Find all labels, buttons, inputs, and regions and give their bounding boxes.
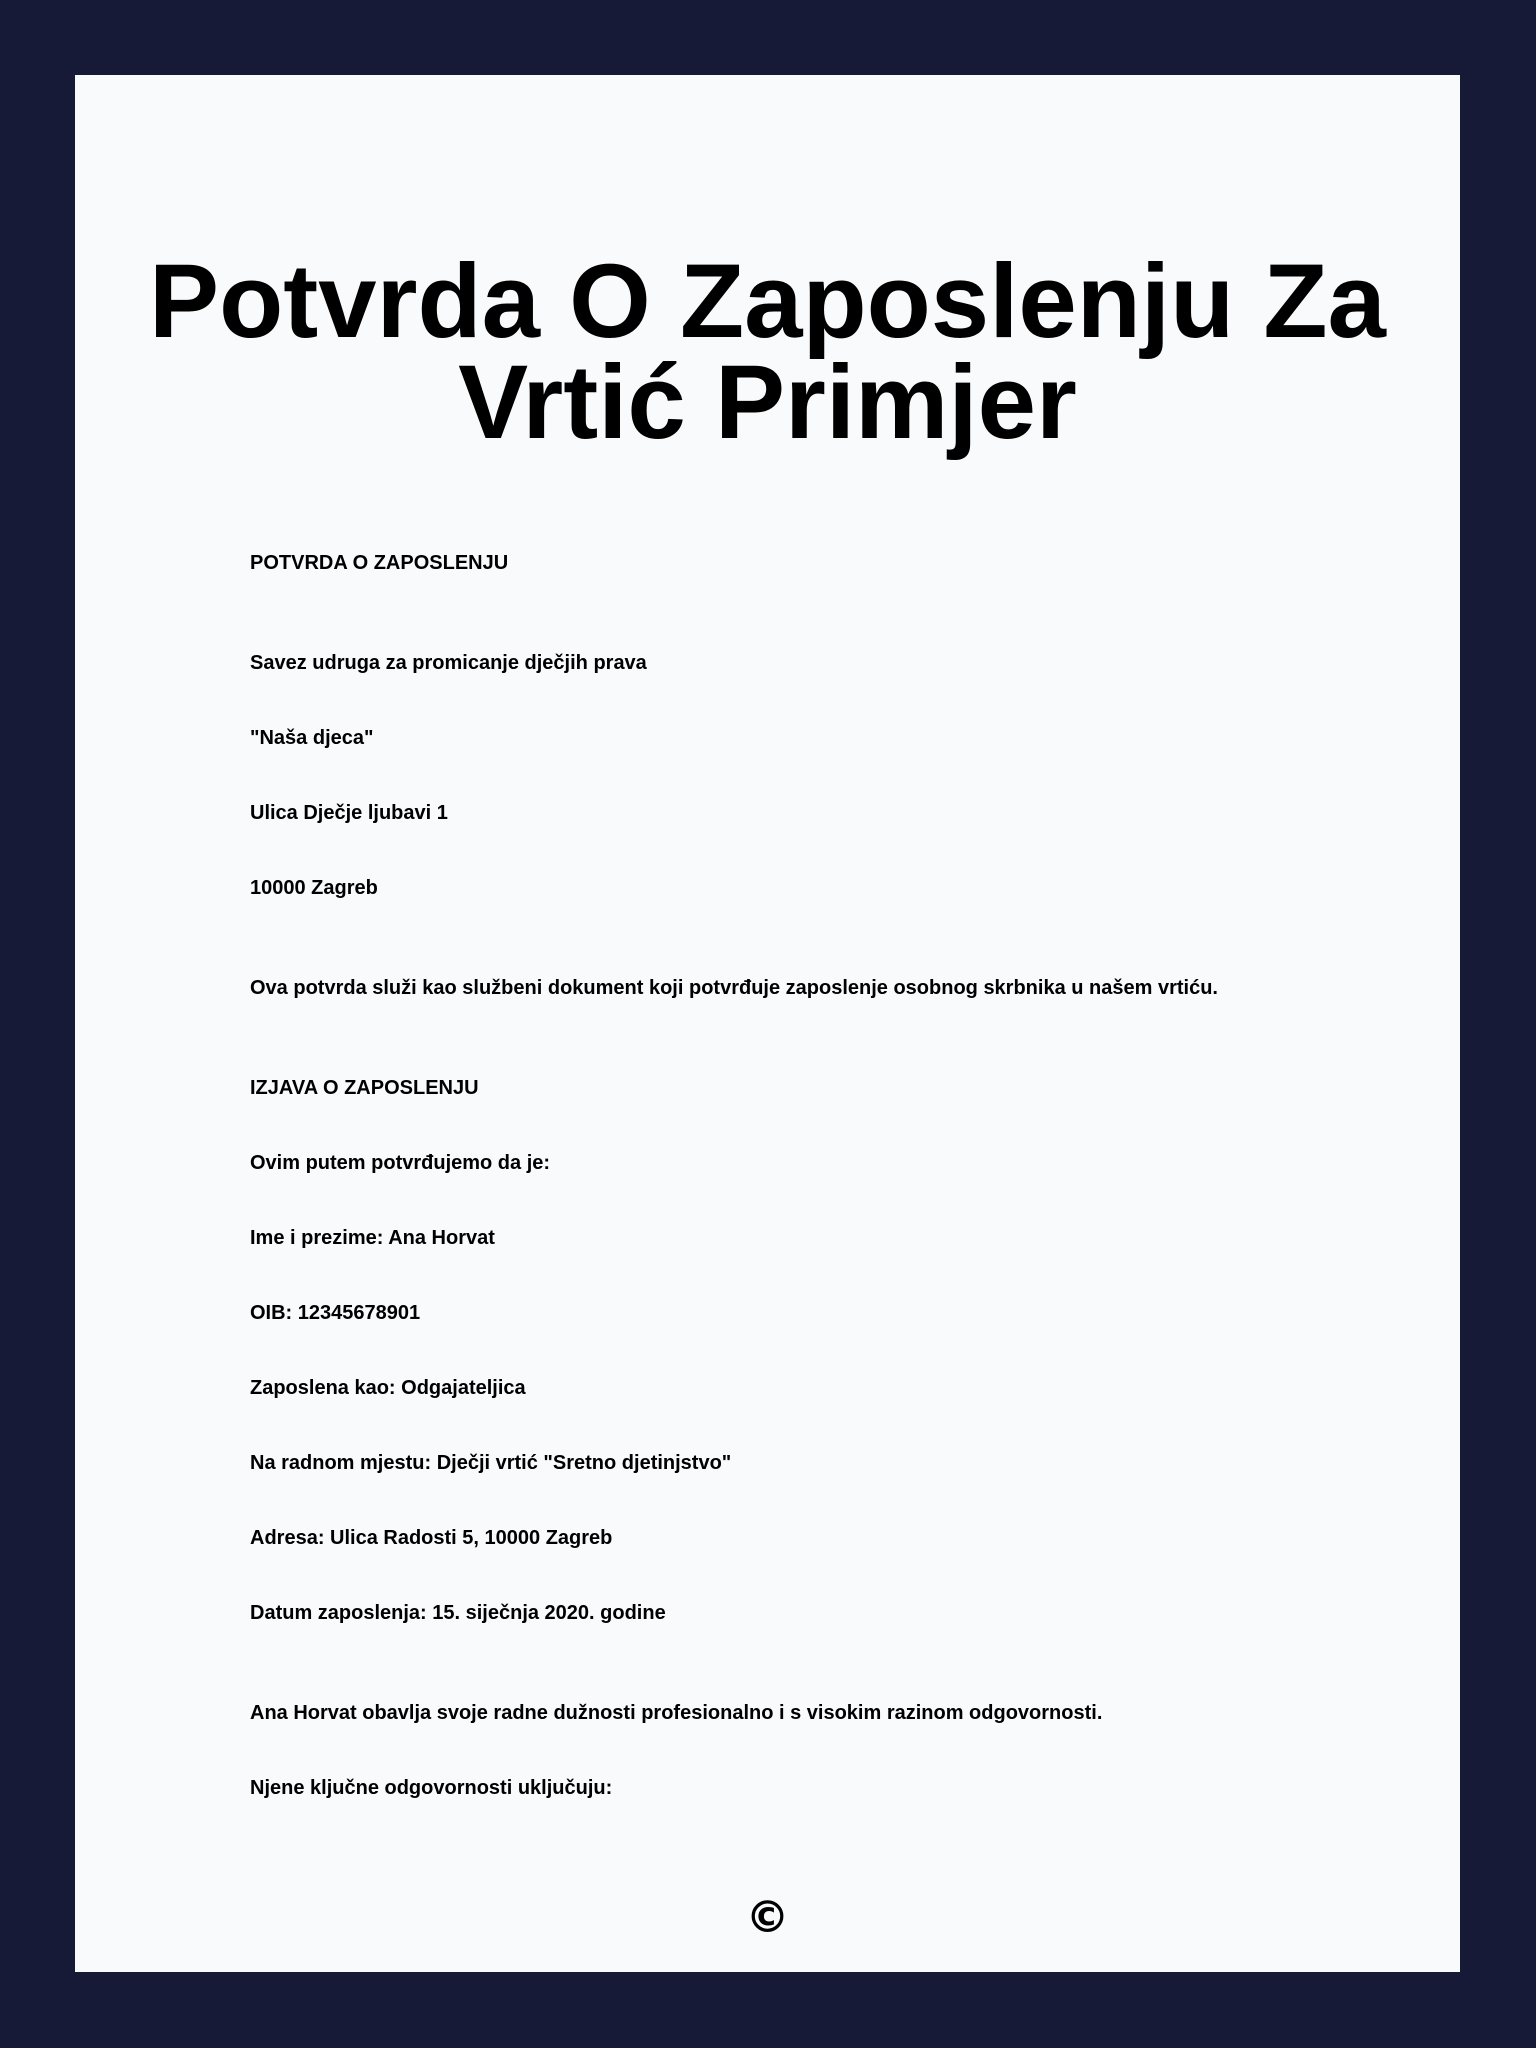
page-title: Potvrda O Zaposlenju Za Vrtić Primjer <box>149 243 1386 461</box>
performance-paragraph: Ana Horvat obavlja svoje radne dužnosti profesionalno i s visokim razinom odgovornosti. <box>250 1702 1103 1724</box>
document-page <box>75 75 1460 1972</box>
detail-position: Zaposlena kao: Odgajateljica <box>250 1377 526 1399</box>
intro-paragraph: Ova potvrda služi kao službeni dokument koji potvrđuje zaposlenje osobnog skrbnika u našem vrtiću. <box>250 977 1218 999</box>
detail-workplace: Na radnom mjestu: Dječji vrtić "Sretno djetinjstvo" <box>250 1452 732 1474</box>
detail-start-date: Datum zaposlenja: 15. siječnja 2020. godine <box>250 1602 666 1624</box>
detail-oib: OIB: 12345678901 <box>250 1302 421 1324</box>
detail-address: Adresa: Ulica Radosti 5, 10000 Zagreb <box>250 1527 613 1549</box>
document-heading: POTVRDA O ZAPOSLENJU <box>250 552 509 574</box>
organization-subname: "Naša djeca" <box>250 727 374 749</box>
copyright-icon: © <box>745 1892 790 1943</box>
organization-street: Ulica Dječje ljubavi 1 <box>250 802 448 824</box>
detail-name: Ime i prezime: Ana Horvat <box>250 1227 495 1249</box>
responsibilities-lead: Njene ključne odgovornosti uključuju: <box>250 1777 613 1799</box>
statement-lead: Ovim putem potvrđujemo da je: <box>250 1152 551 1174</box>
statement-heading: IZJAVA O ZAPOSLENJU <box>250 1077 479 1099</box>
organization-name: Savez udruga za promicanje dječjih prava <box>250 652 647 674</box>
organization-city: 10000 Zagreb <box>250 877 378 899</box>
